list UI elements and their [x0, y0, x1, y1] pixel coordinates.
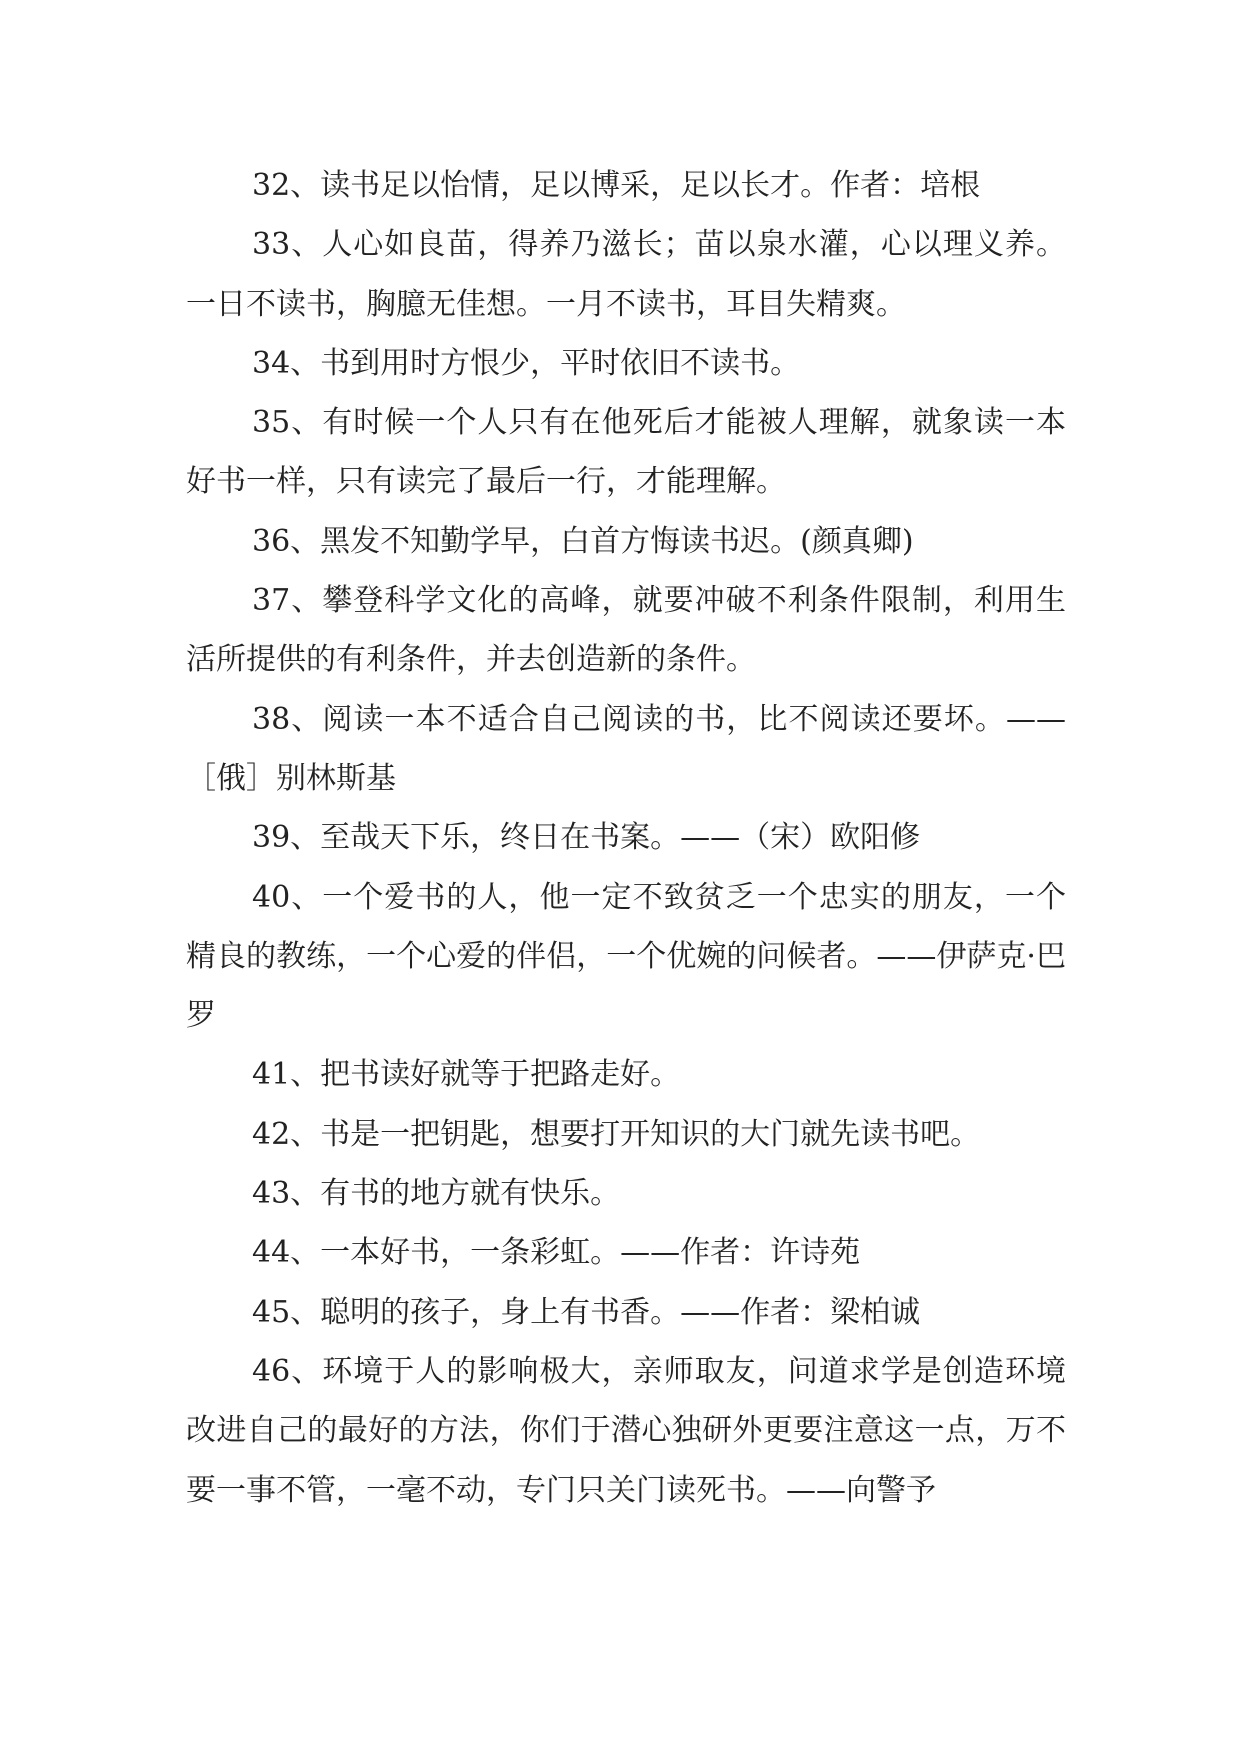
quote-46: 46、环境于人的影响极大，亲师取友，问道求学是创造环境改进自己的最好的方法，你们于潜心独研外更要注意这一点，万不要一事不管，一毫不动，专门只关门读死书。——向警予	[186, 1353, 1066, 1508]
quote-33: 33、人心如良苗，得养乃滋长；苗以泉水灌，心以理义养。一日不读书，胸臆无佳想。一月不读书，耳目失精爽。	[186, 227, 1066, 322]
quote-42: 42、书是一把钥匙，想要打开知识的大门就先读书吧。	[252, 1116, 981, 1152]
quote-45: 45、聪明的孩子，身上有书香。——作者：梁柏诚	[252, 1294, 921, 1330]
quote-35: 35、有时候一个人只有在他死后才能被人理解，就象读一本好书一样，只有读完了最后一行，才能理解。	[186, 405, 1066, 500]
quote-43: 43、有书的地方就有快乐。	[252, 1176, 621, 1212]
quote-41: 41、把书读好就等于把路走好。	[252, 1057, 681, 1093]
quote-40: 40、一个爱书的人，他一定不致贫乏一个忠实的朋友，一个精良的教练，一个心爱的伴侣，一个优婉的问候者。——伊萨克·巴罗	[186, 879, 1066, 1034]
quote-36: 36、黑发不知勤学早，白首方悔读书迟。(颜真卿)	[252, 523, 914, 559]
quote-44: 44、一本好书，一条彩虹。——作者：许诗苑	[252, 1235, 861, 1271]
document-body	[186, 156, 1066, 1520]
quote-32: 32、读书足以怡情，足以博采，足以长才。作者：培根	[252, 168, 981, 203]
quote-39: 39、至哉天下乐，终日在书案。——（宋）欧阳修	[252, 820, 921, 856]
quote-34: 34、书到用时方恨少，平时依旧不读书。	[252, 345, 801, 381]
quote-38: 38、阅读一本不适合自己阅读的书，比不阅读还要坏。——［俄］别林斯基	[186, 701, 1066, 796]
quote-37: 37、攀登科学文化的高峰，就要冲破不利条件限制，利用生活所提供的有利条件，并去创造新的条件。	[186, 583, 1066, 678]
